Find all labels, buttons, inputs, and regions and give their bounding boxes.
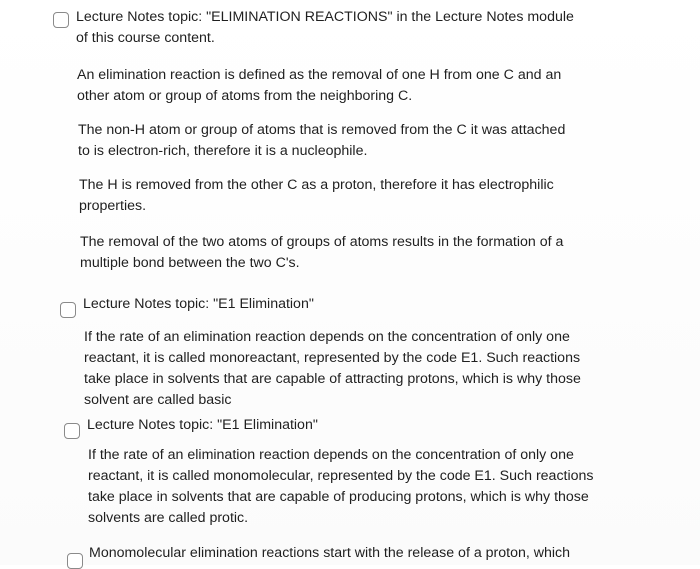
option-1-heading: Lecture Notes topic: "ELIMINATION REACTIONS" in the Lecture Notes module of this course content. — [76, 9, 574, 46]
option-2-heading: Lecture Notes topic: "E1 Elimination" — [83, 296, 314, 312]
option-1-paragraph-1: An elimination reaction is defined as the removal of one H from one C and an other atom or group of atoms from the neighboring C. — [77, 67, 562, 104]
option-1-paragraph-2: The non-H atom or group of atoms that is removed from the C it was attached to is electron-rich, therefore it is a nucleophile. — [78, 122, 566, 159]
option-2-paragraph-1: If the rate of an elimination reaction depends on the concentration of only one reactant, it is called monoreactant, represented by the code E1. Such reactions take place in solvents that are capable of attracting protons, which is why those solvent are called basic — [84, 329, 581, 408]
option-3-heading: Lecture Notes topic: "E1 Elimination" — [87, 417, 318, 433]
option-1-paragraph-3: The H is removed from the other C as a proton, therefore it has electrophilic properties. — [79, 177, 554, 214]
option-2-checkbox[interactable] — [60, 302, 76, 318]
option-4-checkbox[interactable] — [67, 553, 83, 569]
option-1-paragraph-4: The removal of the two atoms of groups of atoms results in the formation of a multiple bond between the two C's. — [80, 234, 564, 271]
option-3-paragraph-1: If the rate of an elimination reaction depends on the concentration of only one reactant, it is called monomolecular, represented by the code E1. Such reactions take place in solvents that are capable of producing protons, which is why those solvents are called protic. — [88, 447, 594, 526]
option-4-heading: Monomolecular elimination reactions start with the release of a proton, which — [89, 545, 571, 561]
option-1-checkbox[interactable] — [53, 12, 69, 28]
option-3-checkbox[interactable] — [64, 423, 80, 439]
